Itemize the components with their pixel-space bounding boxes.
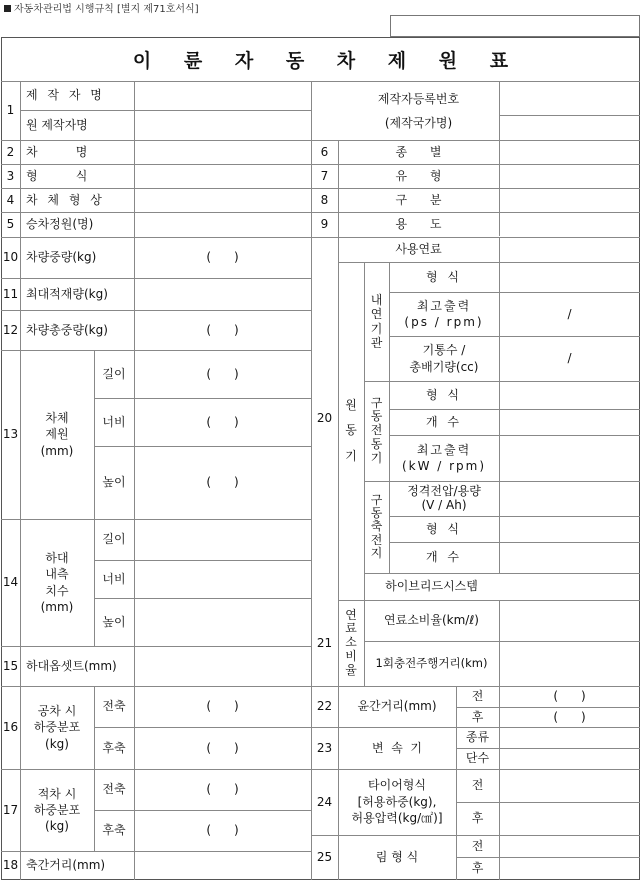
row-number: 4 [6,192,15,207]
gross-weight-label: 차량총중량(kg) [26,322,108,337]
track-front-value[interactable]: ( ) [553,689,586,704]
cylinder-displacement-value[interactable]: / [567,351,572,366]
track-width-label: 윤간거리(mm) [357,699,437,714]
tire-type-label: 타이어형식 [허용하중(kg), 허용압력(kg/㎠)] [351,777,443,826]
laden-front-value[interactable]: ( ) [206,782,239,797]
row-number: 3 [6,168,15,183]
maker-country-field[interactable] [499,115,640,140]
reception-box [390,15,640,37]
grid-line [499,237,500,573]
seating-capacity-label: 승차정원(명) [26,217,94,232]
max-load-label: 최대적재량(kg) [26,286,108,301]
class-label: 유 형 [395,168,442,183]
engine-max-power-label: 최고출력 (ps / rpm) [404,298,484,329]
track-rear-value[interactable]: ( ) [553,709,586,724]
engine-max-power-value[interactable]: / [567,306,572,321]
rear-label: 후 [471,861,484,876]
width-label: 너비 [102,571,126,586]
row-number: 7 [320,168,329,183]
body-width-value[interactable]: ( ) [206,414,239,429]
row-number: 21 [316,635,333,650]
maker-name-field[interactable] [134,81,311,110]
form-reference [4,0,199,15]
unladen-rear-value[interactable]: ( ) [206,740,239,755]
battery-type-label: 형 식 [426,521,462,536]
division-label: 구 분 [395,192,442,207]
laden-distribution-label: 적차 시 하중분포 (kg) [33,786,81,834]
motor-type-label: 형 식 [426,387,462,402]
cargo-dimensions-label: 하대 내측 치수 (mm) [40,551,74,614]
form-title: 이 륜 자 동 차 제 원 표 [132,49,522,72]
maker-registration-label: 제작자등록번호 [377,91,460,106]
row-number: 18 [2,858,19,873]
cargo-offset-label: 하대옵셋트(mm) [26,658,117,673]
row-number: 20 [316,411,333,426]
motor-max-power-label: 최고출력 (kW / rpm) [401,442,487,473]
battery-rating-label: 정격전압/용량 (V / Ah) [407,483,481,512]
grid-line [134,646,135,686]
laden-rear-value[interactable]: ( ) [206,823,239,838]
row-number: 13 [2,427,19,442]
engine-type-label: 형 식 [426,269,462,284]
hybrid-system-label: 하이브리드시스템 [385,579,478,594]
front-axle-label: 전축 [102,699,126,714]
length-label: 길이 [102,532,126,547]
vehicle-name-label: 차 명 [26,144,88,159]
curb-weight-label: 차량중량(kg) [26,250,97,265]
row-number: 6 [320,144,329,159]
transmission-kind-label: 종류 [465,730,490,745]
front-label: 전 [471,689,484,704]
unladen-front-value[interactable]: ( ) [206,699,239,714]
cylinder-displacement-label: 기통수 / 총배기량(cc) [409,343,479,374]
unladen-distribution-label: 공차 시 하중분포 (kg) [33,704,81,751]
rear-label: 후 [471,811,484,826]
model-type-label: 형 식 [26,168,88,183]
width-label: 너비 [102,414,126,429]
body-dimensions-label: 차체 제원 (mm) [40,411,74,458]
rear-axle-label: 후축 [102,823,126,838]
front-axle-label: 전축 [102,782,126,797]
row-number: 12 [2,322,19,337]
grid-line [134,851,135,880]
square-bullet-icon [4,5,11,12]
ev-range-label: 1회충전주행거리(km) [375,655,488,670]
row-number: 2 [6,144,15,159]
height-label: 높이 [102,614,126,629]
row-number: 5 [6,217,15,232]
rear-label: 후 [471,709,484,724]
category-label: 종 별 [395,144,442,159]
row-number: 23 [316,740,333,755]
maker-registration-field[interactable] [499,81,640,115]
fuel-type-label: 사용연료 [395,242,442,257]
body-shape-label: 차 체 형 상 [26,192,105,207]
wheelbase-label: 축간거리(mm) [26,858,106,873]
length-label: 길이 [102,366,126,381]
gross-weight-value[interactable]: ( ) [206,322,239,337]
grid-line [499,600,500,686]
body-length-value[interactable]: ( ) [206,366,239,381]
front-label: 전 [471,778,484,793]
law-reference-text: 자동차관리법 시행규칙 [별지 제71호서식] [14,4,199,15]
motor-count-label: 개 수 [426,414,462,429]
height-label: 높이 [102,475,126,490]
original-maker-label: 원 제작자명 [26,117,88,132]
body-height-value[interactable]: ( ) [206,475,239,490]
fuel-efficiency-group-label: 연 료 소 비 율 [345,607,357,677]
row-number: 11 [2,286,19,301]
battery-count-label: 개 수 [426,550,462,565]
drive-battery-label: 구 동 축 전 지 [370,493,383,560]
rear-axle-label: 후축 [102,740,126,755]
combustion-engine-label: 내 연 기 관 [370,292,383,350]
row-number: 9 [320,217,329,232]
row-number: 8 [320,192,329,207]
original-maker-field[interactable] [134,110,311,140]
row-number: 25 [316,850,333,865]
powertrain-group-label: 원 동 기 [345,398,357,463]
usage-label: 용 도 [395,217,442,232]
row-number: 16 [2,720,19,735]
rim-type-label: 림 형 식 [375,850,419,865]
row-number: 24 [316,794,333,809]
maker-name-label: 제 작 자 명 [26,88,105,103]
fuel-efficiency-label: 연료소비율(km/ℓ) [384,613,479,628]
transmission-stages-label: 단수 [465,751,490,766]
row-number: 1 [6,103,15,118]
row-number: 22 [316,699,333,714]
row-number: 14 [2,575,19,590]
curb-weight-value[interactable]: ( ) [206,250,239,265]
front-label: 전 [471,838,484,853]
maker-country-label: (제작국가명) [384,115,453,130]
row-number: 10 [2,250,19,265]
row-number: 17 [2,802,19,817]
drive-motor-label: 구 동 전 동 기 [370,395,383,465]
transmission-label: 변 속 기 [371,740,423,755]
row-number: 15 [2,658,19,673]
